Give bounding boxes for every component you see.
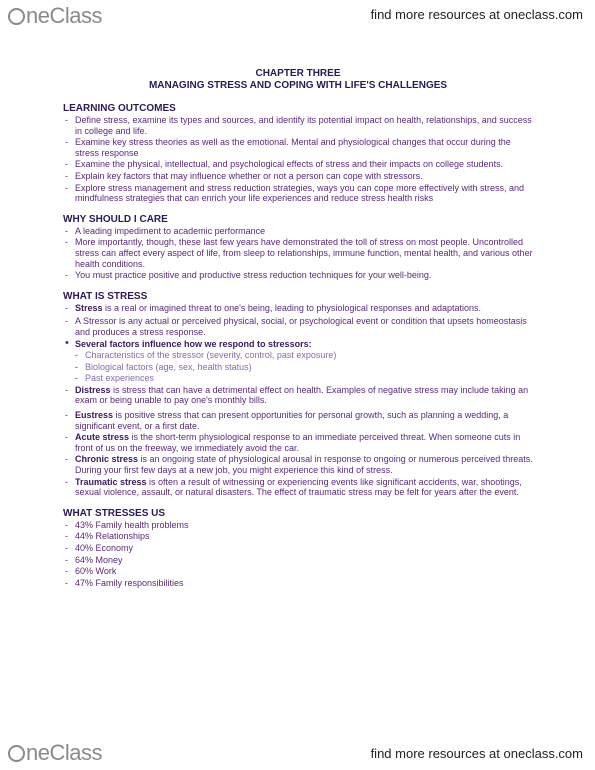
traumatic-stress-definition: - Traumatic stress is often a result of witnessing or experiencing events like significant accidents, war, shootings, sexual violence, assault, or natural disasters. The effect of traumatic stress may be felt for years after the event.	[63, 477, 533, 498]
list-item: - 44% Relationships	[63, 531, 533, 542]
list-item: - Examine the physical, intellectual, and psychological effects of stress and their impacts on college students.	[63, 159, 533, 170]
stress-types-list	[63, 385, 533, 498]
document-body	[63, 68, 533, 589]
learning-outcomes-list	[63, 115, 533, 204]
find-more-link[interactable]: find more resources at oneclass.com	[370, 7, 583, 22]
logo-o-icon	[8, 8, 25, 25]
list-item: - You must practice positive and productive stress reduction techniques for your well-being.	[63, 270, 533, 281]
list-item: - 64% Money	[63, 555, 533, 566]
oneclass-logo[interactable]: neClass	[8, 740, 102, 766]
stress-definition: - Stress is a real or imagined threat to one's being, leading to physiological responses and adaptations.	[63, 303, 533, 314]
eustress-definition: - Eustress is positive stress that can present opportunities for personal growth, such as planning a wedding, a significant event, or a first date.	[63, 410, 533, 431]
what-is-stress-heading: WHAT IS STRESS	[63, 290, 148, 302]
list-item: - More importantly, though, these last few years have demonstrated the toll of stress on most people. Uncontrolled stress can affect every aspect of life, from sleep to relationships, immune function, mental health, and various other health conditions.	[63, 237, 533, 269]
list-item: - Explore stress management and stress reduction strategies, ways you can cope more effectively with stress, and mindfulness strategies that can enrich your life experiences and reduce stress health risks	[63, 183, 533, 204]
list-item: - 43% Family health problems	[63, 520, 533, 531]
distress-definition: - Distress is stress that can have a detrimental effect on health. Examples of negative stress may include taking an exam or being unable to pay one's monthly bills.	[63, 385, 533, 406]
list-item: - Characteristics of the stressor (severity, control, past exposure)	[63, 350, 533, 361]
list-item: - Explain key factors that may influence whether or not a person can cope with stressors.	[63, 171, 533, 182]
chronic-stress-definition: - Chronic stress is an ongoing state of physiological arousal in response to ongoing or numerous perceived threats. During your first few days at a new job, you might experience this kind of stress.	[63, 454, 533, 475]
list-item: - 60% Work	[63, 566, 533, 577]
list-item: - Biological factors (age, sex, health status)	[63, 362, 533, 373]
chapter-title: MANAGING STRESS AND COPING WITH LIFE'S CHALLENGES	[148, 80, 448, 91]
bottom-bar	[0, 738, 595, 770]
why-care-list	[63, 226, 533, 281]
what-is-stress-list	[63, 303, 533, 349]
list-item: - 40% Economy	[63, 543, 533, 554]
acute-stress-definition: - Acute stress is the short-term physiological response to an immediate perceived threat. When someone cuts in front of us on the freeway, we immediately avoid the car.	[63, 432, 533, 453]
stress-term: Stress	[75, 302, 103, 313]
top-bar	[0, 0, 595, 30]
factors-list	[63, 350, 533, 384]
list-item: - 47% Family responsibilities	[63, 578, 533, 589]
oneclass-logo[interactable]: neClass	[8, 3, 102, 29]
factors-heading: • Several factors influence how we respond to stressors:	[63, 339, 533, 350]
find-more-link[interactable]: find more resources at oneclass.com	[370, 746, 583, 761]
list-item: - Define stress, examine its types and sources, and identify its potential impact on health, relationships, and success in college and life.	[63, 115, 533, 136]
list-item: - Examine key stress theories as well as the emotional. Mental and physiological changes that occur during the stress response	[63, 137, 533, 158]
learning-outcomes-heading: LEARNING OUTCOMES	[63, 103, 176, 114]
logo-o-icon	[8, 745, 25, 762]
chapter-number: CHAPTER THREE	[255, 68, 341, 79]
why-care-heading: WHY SHOULD I CARE	[63, 213, 168, 225]
what-stresses-us-heading: WHAT STRESSES US	[63, 507, 166, 519]
list-item: - A leading impediment to academic performance	[63, 226, 533, 237]
what-stresses-us-list	[63, 520, 533, 589]
list-item: - Past experiences	[63, 373, 533, 384]
stressor-definition: - A Stressor is any actual or perceived physical, social, or psychological event or condition that upsets homeostasis and produces a stress response.	[63, 316, 533, 337]
